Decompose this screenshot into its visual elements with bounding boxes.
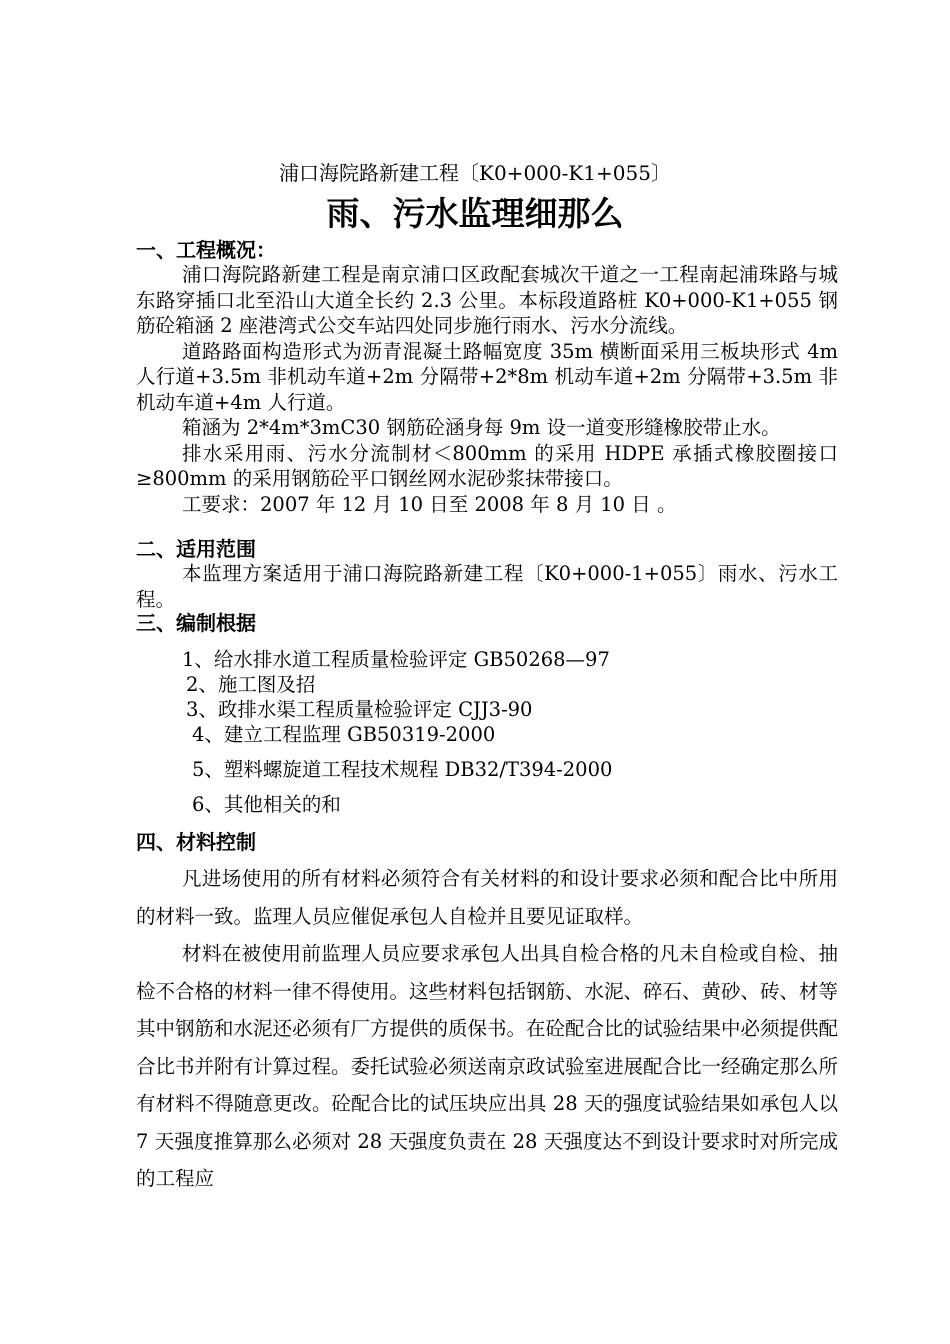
section-heading-overview: 一、工程概况： (136, 238, 276, 262)
list-item: 6、其他相关的和 (192, 793, 341, 816)
paragraph: 浦口海院路新建工程是南京浦口区政配套城次干道之一工程南起浦珠路与城东路穿插口北至沿山大道全长约 2.3 公里。本标段道路桩 K0+000-K1+055 钢筋砼箱涵 2 座港湾式公交车站四处同步施行雨水、污水分流线。 (136, 263, 838, 337)
section-heading-scope: 二、适用范围 (136, 537, 256, 561)
list-item: 1、给水排水道工程质量检验评定 GB50268—97 (182, 648, 610, 671)
document-title: 雨、污水监理细那么 (326, 194, 624, 233)
section-heading-materials: 四、材料控制 (136, 830, 256, 854)
section-heading-basis: 三、编制根据 (136, 611, 256, 635)
section-overview-body (136, 262, 838, 517)
paragraph: 工要求：2007 年 12 月 10 日至 2008 年 8 月 10 日 。 (182, 492, 677, 516)
paragraph: 材料在被使用前监理人员应要求承包人出具自检合格的凡未自检或自检、抽检不合格的材料一律不得使用。这些材料包括钢筋、水泥、碎石、黄砂、砖、材等其中钢筋和水泥还必须有厂方提供的质保书。在砼配合比的试验结果中必须提供配合比书并附有计算过程。委托试验必须送南京政试验室进展配合比一经确定那么所有材料不得随意更改。砼配合比的试压块应出具 28 天的强度试验结果如承包人以 7 天强度推算那么必须对 28 天强度负责在 28 天强度达不到设计要求时对所完成的工程应 (136, 942, 839, 1190)
list-item: 4、建立工程监理 GB50319-2000 (192, 723, 496, 746)
list-item: 3、政排水渠工程质量检验评定 CJJ3-90 (186, 698, 533, 721)
document-subtitle: 浦口海院路新建工程〔K0+000-K1+055〕 (279, 161, 671, 185)
list-item: 5、塑料螺旋道工程技术规程 DB32/T394-2000 (192, 758, 613, 781)
paragraph: 箱涵为 2*4m*3mC30 钢筋砼涵身每 9m 设一道变形缝橡胶带止水。 (182, 416, 781, 439)
paragraph: 道路路面构造形式为沥青混凝土路幅宽度 35m 横断面采用三板块形式 4m 人行道+3.5m 非机动车道+2m 分隔带+2*8m 机动车道+2m 分隔带+3.5m 非机动车道+4m 人行道。 (136, 339, 838, 414)
section-materials-body (136, 860, 838, 1198)
paragraph: 本监理方案适用于浦口海院路新建工程〔K0+000-1+055〕雨水、污水工程。 (136, 562, 838, 611)
paragraph: 凡进场使用的所有材料必须符合有关材料的和设计要求必须和配合比中所用的材料一致。监理人员应催促承包人自检并且要见证取样。 (136, 867, 838, 928)
section-scope-body (136, 561, 838, 612)
list-item: 2、施工图及招 (186, 673, 316, 696)
paragraph: 排水采用雨、污水分流制材＜800mm 的采用 HDPE 承插式橡胶圈接口≥800mm 的采用钢筋砼平口钢丝网水泥砂浆抹带接口。 (136, 441, 838, 490)
